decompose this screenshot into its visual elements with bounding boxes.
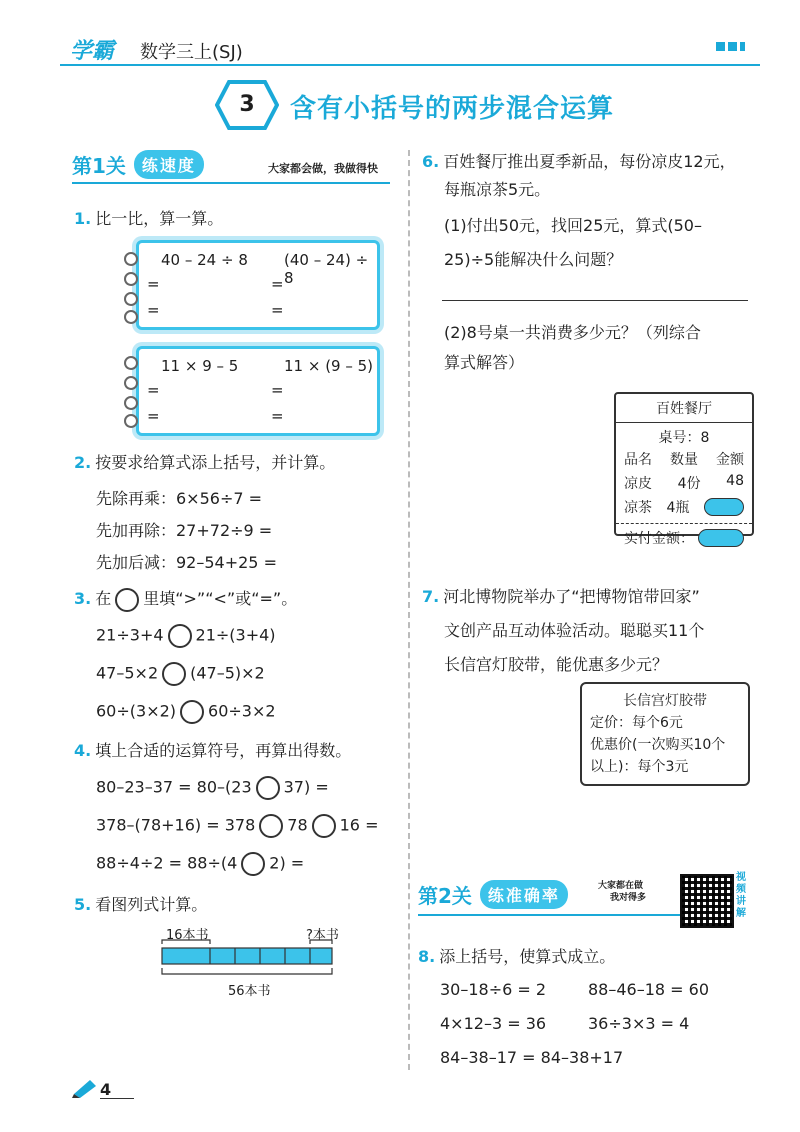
header-square-icon (716, 42, 725, 51)
receipt-title: 百姓餐厅 (656, 401, 712, 417)
question-6-number: 6. (422, 152, 440, 171)
question-4-number: 4. (74, 741, 92, 760)
answer-circle[interactable] (180, 700, 204, 724)
header-square-icon (740, 42, 745, 51)
hidden-amount-blank[interactable] (698, 529, 744, 547)
notice-line: 以上)：每个3元 (590, 759, 689, 775)
q4-expr: 78 (287, 815, 308, 835)
q4-expr: 2) = (269, 853, 305, 873)
equals-sign: = (147, 275, 160, 293)
answer-circle[interactable] (168, 624, 192, 648)
question-8-title (418, 944, 615, 967)
hidden-amount-blank[interactable] (704, 498, 744, 516)
q3-title-post: 里填“>”“<”或“=”。 (143, 589, 298, 608)
q3-left: 47–5×2 (96, 663, 159, 683)
q2-line-1: 先除再乘：6×56÷7 = (96, 489, 263, 508)
question-5-text: 看图列式计算。 (95, 895, 208, 914)
answer-circle[interactable] (312, 814, 336, 838)
equals-sign: = (271, 407, 284, 425)
footer-rule (100, 1098, 134, 1099)
card1-expr-b: (40 – 24) ÷ 8 (284, 251, 369, 287)
q4-expr: 80–23–37 = 80–(23 (96, 777, 252, 797)
question-4-title (74, 738, 351, 761)
card1-expr-a: 40 – 24 ÷ 8 (161, 251, 248, 269)
section2-note-2: 我对得多 (610, 893, 647, 903)
q6-sub2 (444, 318, 701, 378)
q3-left: 21÷3+4 (96, 625, 164, 645)
calc-card-2 (136, 346, 380, 436)
section1-label: 第1关 (72, 154, 126, 178)
lesson-number: 3 (239, 91, 255, 117)
section1-header (72, 150, 204, 179)
receipt-cell: 4瓶 (666, 500, 690, 516)
header-square-icon (728, 42, 737, 51)
answer-circle[interactable] (162, 662, 186, 686)
question-8-text: 添上括号，使算式成立。 (439, 947, 616, 966)
binder-ring-icon (124, 376, 138, 390)
question-7-number: 7. (422, 587, 440, 606)
q2-line-3: 先加后减：92–54+25 = (96, 553, 277, 572)
restaurant-receipt (614, 392, 754, 547)
binder-ring-icon (124, 414, 138, 428)
equals-sign: = (147, 381, 160, 399)
receipt-cell: 凉茶 (624, 500, 652, 516)
section2-chip: 练准确率 (480, 880, 568, 909)
section2-label: 第2关 (418, 884, 472, 908)
diagram-label-bottom: 56本书 (228, 984, 271, 999)
equals-sign: = (271, 275, 284, 293)
q4-expr: 378–(78+16) = 378 (96, 815, 256, 835)
q4-row-1 (96, 776, 329, 800)
q6-sub1-a: (1)付出50元，找回25元，算式(50– (444, 216, 702, 235)
q6-sub1-b: 25)÷5能解决什么问题？ (444, 250, 623, 269)
lesson-title: 含有小括号的两步混合运算 (290, 94, 615, 124)
q8-eq-5: 84–38–17 = 84–38+17 (440, 1048, 624, 1067)
q6-sub2-b: 算式解答） (444, 353, 525, 372)
q3-row-1 (96, 624, 276, 648)
receipt-table: 桌号：8 (658, 430, 710, 446)
question-4-text: 填上合适的运算符号，再算出得数。 (95, 741, 352, 760)
question-2-text: 按要求给算式添上括号，并计算。 (95, 453, 336, 472)
notice-title: 长信宫灯胶带 (623, 693, 707, 709)
q4-row-3 (96, 852, 304, 876)
section2-note (598, 880, 646, 904)
q8-eq-2: 88–46–18 = 60 (588, 980, 710, 999)
q6-text-1: 百姓餐厅推出夏季新品，每份凉皮12元， (443, 152, 736, 171)
answer-circle[interactable] (259, 814, 283, 838)
receipt-paid-label: 实付金额： (624, 531, 694, 547)
answer-circle[interactable] (256, 776, 280, 800)
section1-note: 大家都会做，我做得快 (268, 162, 378, 175)
q6-text-2: 每瓶凉茶5元。 (444, 180, 551, 199)
receipt-col: 品名 (624, 452, 652, 468)
question-3-title (74, 586, 297, 612)
product-price-notice (580, 682, 750, 786)
answer-circle[interactable] (115, 588, 139, 612)
equals-sign: = (271, 301, 284, 319)
question-6 (422, 148, 736, 274)
brand-logo: 学霸 (70, 39, 115, 64)
question-8-number: 8. (418, 947, 436, 966)
receipt-cell: 凉皮 (624, 476, 652, 492)
diagram-label-total: 16本书 (166, 928, 209, 943)
answer-circle[interactable] (241, 852, 265, 876)
question-1-title (74, 206, 223, 229)
q4-expr: 37) = (283, 777, 329, 797)
receipt-col: 金额 (716, 452, 744, 468)
equals-sign: = (271, 381, 284, 399)
notice-line: 优惠价(一次购买10个 (590, 737, 726, 753)
q3-row-2 (96, 662, 265, 686)
receipt-cell: 48 (726, 473, 744, 489)
question-7 (422, 580, 704, 682)
calc-card-1 (136, 240, 380, 330)
page-number: 4 (100, 1080, 112, 1099)
q3-right: (47–5)×2 (190, 663, 265, 683)
question-2-title (74, 450, 335, 473)
answer-line[interactable] (442, 300, 748, 301)
question-1-text: 比一比，算一算。 (95, 209, 224, 228)
q3-title-pre: 在 (95, 589, 112, 608)
q6-sub2-a: (2)8号桌一共消费多少元？（列综合 (444, 323, 701, 342)
qr-code-icon[interactable] (680, 874, 734, 928)
question-5-number: 5. (74, 895, 92, 914)
receipt-col: 数量 (670, 452, 698, 468)
q3-row-3 (96, 700, 276, 724)
q4-expr: 88÷4÷2 = 88÷(4 (96, 853, 238, 873)
q7-text-1: 河北博物院举办了“把博物馆带回家” (443, 587, 700, 606)
q8-eq-3: 4×12–3 = 36 (440, 1014, 547, 1033)
equals-sign: = (147, 301, 160, 319)
q8-eq-4: 36÷3×3 = 4 (588, 1014, 690, 1033)
header-rule (60, 64, 760, 66)
q4-row-2 (96, 814, 378, 838)
q7-text-3: 长信宫灯胶带，能优惠多少元？ (444, 655, 669, 674)
diagram-label-part: ?本书 (306, 928, 339, 943)
section2-header (418, 880, 568, 909)
section2-note-1: 大家都在做 (598, 881, 644, 891)
q7-text-2: 文创产品互动体验活动。聪聪买11个 (444, 621, 705, 640)
binder-ring-icon (124, 396, 138, 410)
binder-ring-icon (124, 310, 138, 324)
book-bar-diagram (160, 936, 346, 980)
card2-expr-b: 11 × (9 – 5) (284, 357, 374, 375)
q3-right: 21÷(3+4) (195, 625, 276, 645)
binder-ring-icon (124, 272, 138, 286)
binder-ring-icon (124, 356, 138, 370)
video-explain-label: 视频讲解 (736, 872, 746, 919)
question-2-number: 2. (74, 453, 92, 472)
question-3-number: 3. (74, 589, 92, 608)
q2-line-2: 先加再除：27+72÷9 = (96, 521, 273, 540)
pencil-icon (72, 1078, 98, 1098)
notice-line: 定价：每个6元 (590, 715, 683, 731)
q4-expr: 16 = (339, 815, 379, 835)
card2-expr-a: 11 × 9 – 5 (161, 357, 239, 375)
section1-rule (72, 182, 390, 184)
binder-ring-icon (124, 292, 138, 306)
binder-ring-icon (124, 252, 138, 266)
q3-left: 60÷(3×2) (96, 701, 177, 721)
section1-chip: 练速度 (134, 150, 204, 179)
receipt-cell: 4份 (677, 476, 701, 492)
book-subject: 数学三上(SJ) (140, 42, 243, 63)
q8-eq-1: 30–18÷6 = 2 (440, 980, 547, 999)
section2-rule (418, 914, 680, 916)
question-5-title (74, 892, 207, 915)
question-1-number: 1. (74, 209, 92, 228)
q3-right: 60÷3×2 (208, 701, 276, 721)
column-divider (408, 150, 410, 1070)
equals-sign: = (147, 407, 160, 425)
